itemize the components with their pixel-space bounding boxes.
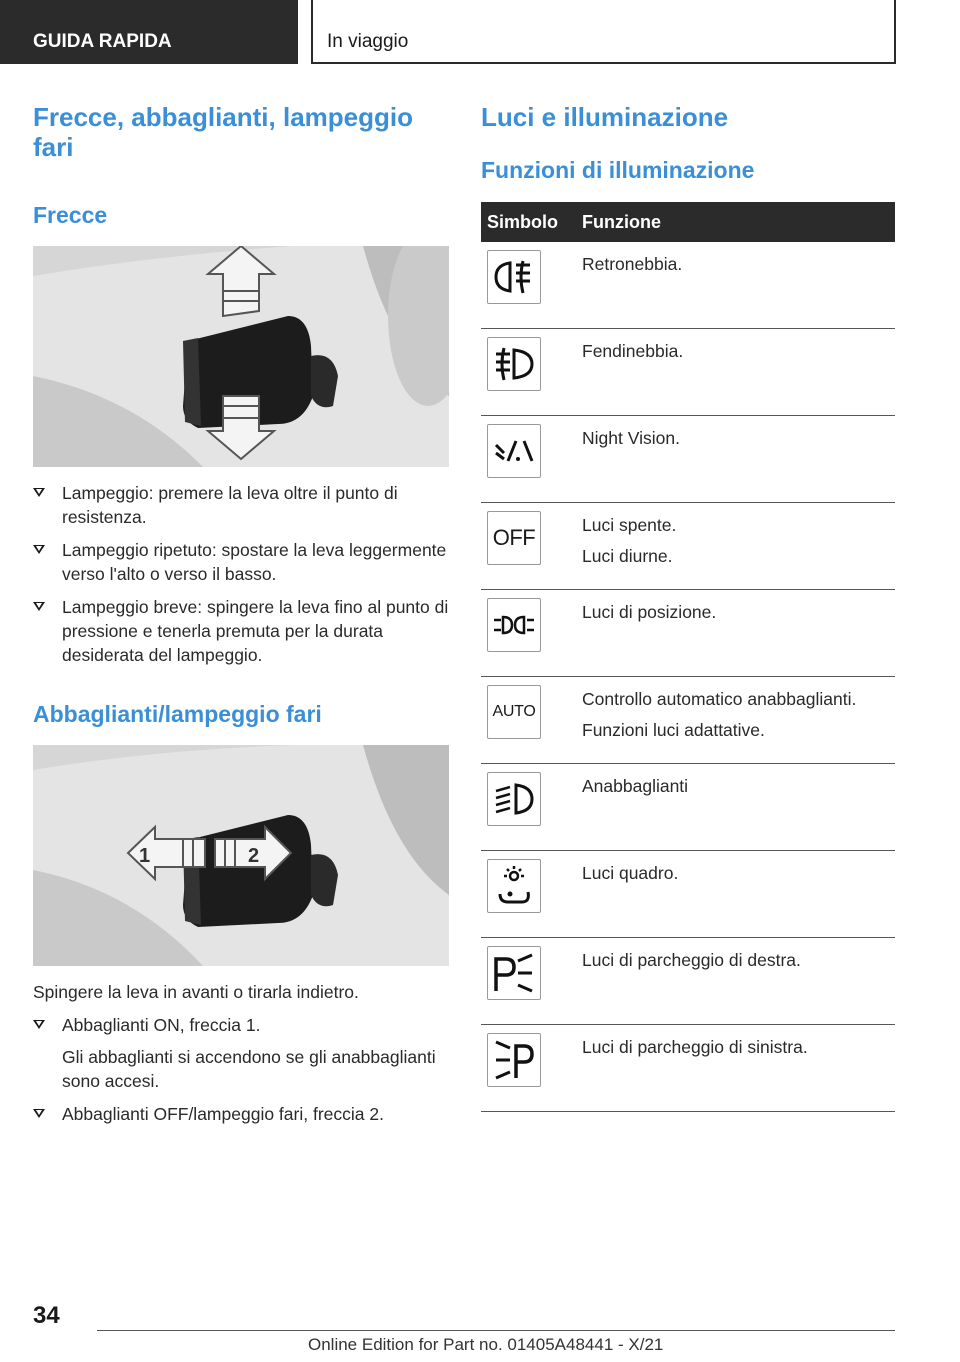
- table-row: Luci di parcheggio di destra.: [481, 938, 895, 1025]
- bullet-triangle-icon: [33, 488, 45, 497]
- table-row: Retronebbia.: [481, 242, 895, 329]
- rear-fog-light-icon: [487, 250, 541, 304]
- high-beam-lever-photo: [33, 745, 449, 966]
- column-header-function: Funzione: [582, 202, 895, 242]
- off-icon: OFF: [487, 511, 541, 565]
- right-parking-light-icon: [487, 946, 541, 1000]
- bullet-triangle-icon: [33, 1020, 45, 1029]
- footer-divider: [97, 1330, 895, 1331]
- table-row: OFF Luci spente. Luci diurne.: [481, 503, 895, 590]
- table-row: Night Vision.: [481, 416, 895, 503]
- high-beam-instructions: [33, 1013, 449, 1126]
- instrument-lighting-icon: [487, 859, 541, 913]
- front-fog-light-icon: [487, 337, 541, 391]
- table-row: Anabbaglianti: [481, 764, 895, 851]
- high-beam-intro: Spingere la leva in avanti o tirarla indietro.: [33, 982, 359, 1002]
- bullet-triangle-icon: [33, 602, 45, 611]
- list-item: Lampeggio: premere la leva oltre il punto di resistenza.: [33, 481, 449, 529]
- section-heading-lights: Luci e illuminazione: [481, 102, 729, 132]
- table-row: Luci quadro.: [481, 851, 895, 938]
- lighting-functions-table: [481, 202, 895, 1112]
- table-row: AUTO Controllo automatico anabbaglianti. Funzioni luci adattative.: [481, 677, 895, 764]
- list-item: Abbaglianti OFF/lampeggio fari, freccia 2.: [33, 1102, 449, 1126]
- footer-edition: Online Edition for Part no. 01405A48441 - X/21: [308, 1335, 664, 1354]
- right-column: [481, 102, 895, 1112]
- table-row: Fendinebbia.: [481, 329, 895, 416]
- column-header-symbol: Simbolo: [481, 202, 582, 242]
- section-title: GUIDA RAPIDA: [33, 31, 172, 52]
- list-item: Abbaglianti ON, freccia 1. Gli abbaglianti si accendono se gli anabbaglianti sono accesi.: [33, 1013, 449, 1093]
- turn-signal-lever-photo: [33, 246, 449, 467]
- auto-icon: AUTO: [487, 685, 541, 739]
- parking-light-icon: [487, 598, 541, 652]
- section-tab: [0, 0, 298, 64]
- night-vision-icon: [487, 424, 541, 478]
- subheading-lighting-functions: Funzioni di illuminazione: [481, 157, 755, 183]
- section-heading-turn-signals: Frecce, abbaglianti, lampeggio fari: [33, 102, 413, 162]
- page-number: 34: [33, 1302, 60, 1329]
- left-parking-light-icon: [487, 1033, 541, 1087]
- arrow-1-label: 1: [139, 845, 151, 867]
- subheading-high-beam: Abbaglianti/lampeggio fari: [33, 701, 322, 727]
- subheading-frecce: Frecce: [33, 202, 108, 228]
- list-item: Lampeggio ripetuto: spostare la leva leggermente verso l'alto o verso il basso.: [33, 538, 449, 586]
- left-column: [33, 102, 449, 1135]
- table-header-row: [481, 202, 895, 242]
- list-item: Lampeggio breve: spingere la leva fino al punto di pressione e tenerla premuta per la durata desiderata del lampeggio.: [33, 595, 449, 667]
- table-row: Luci di posizione.: [481, 590, 895, 677]
- turn-signal-instructions: [33, 481, 449, 667]
- table-row: Luci di parcheggio di sinistra.: [481, 1025, 895, 1112]
- bullet-triangle-icon: [33, 545, 45, 554]
- chapter-tab: [311, 0, 896, 64]
- bullet-triangle-icon: [33, 1109, 45, 1118]
- arrow-2-label: 2: [248, 845, 260, 867]
- chapter-title: In viaggio: [327, 31, 409, 52]
- low-beam-icon: [487, 772, 541, 826]
